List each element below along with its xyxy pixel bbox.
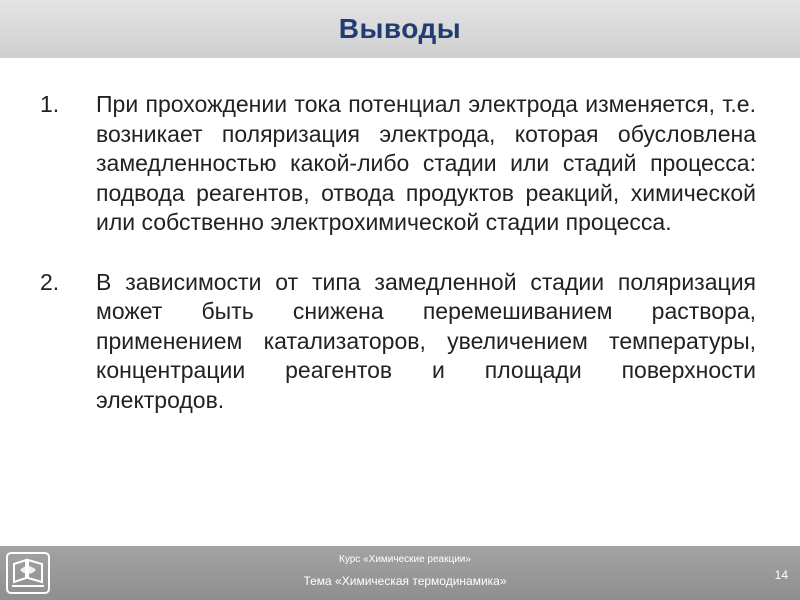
list-item-number: 1.: [40, 91, 60, 117]
list-item: [40, 268, 756, 416]
slide-header: [0, 0, 800, 58]
footer-topic: Тема «Химическая термодинамика»: [303, 574, 507, 588]
list-item-text: При прохождении тока потенциал электрода изменяется, т.е. возникает поляризация электрода, которая обусловлена замедленностью какой-либо стадии или стадий процесса: подвода реагентов, отвода продуктов реакций, химической или собственно электрохимической стадии процесса.: [96, 91, 756, 235]
conclusions-list: [40, 90, 756, 415]
list-item: [40, 90, 756, 238]
slide-footer: [0, 546, 800, 600]
logo-icon: [6, 552, 50, 594]
list-item-number: 2.: [40, 268, 60, 295]
list-item-text: В зависимости от типа замедленной стадии поляризация может быть снижена перемешиванием раствора, применением катализаторов, увеличением температуры, концентрации реагентов и площади поверхности электродов.: [96, 268, 756, 413]
page-number: 14: [774, 568, 788, 582]
slide-title: Выводы: [338, 13, 462, 44]
footer-course: Курс «Химические реакции»: [339, 554, 471, 565]
